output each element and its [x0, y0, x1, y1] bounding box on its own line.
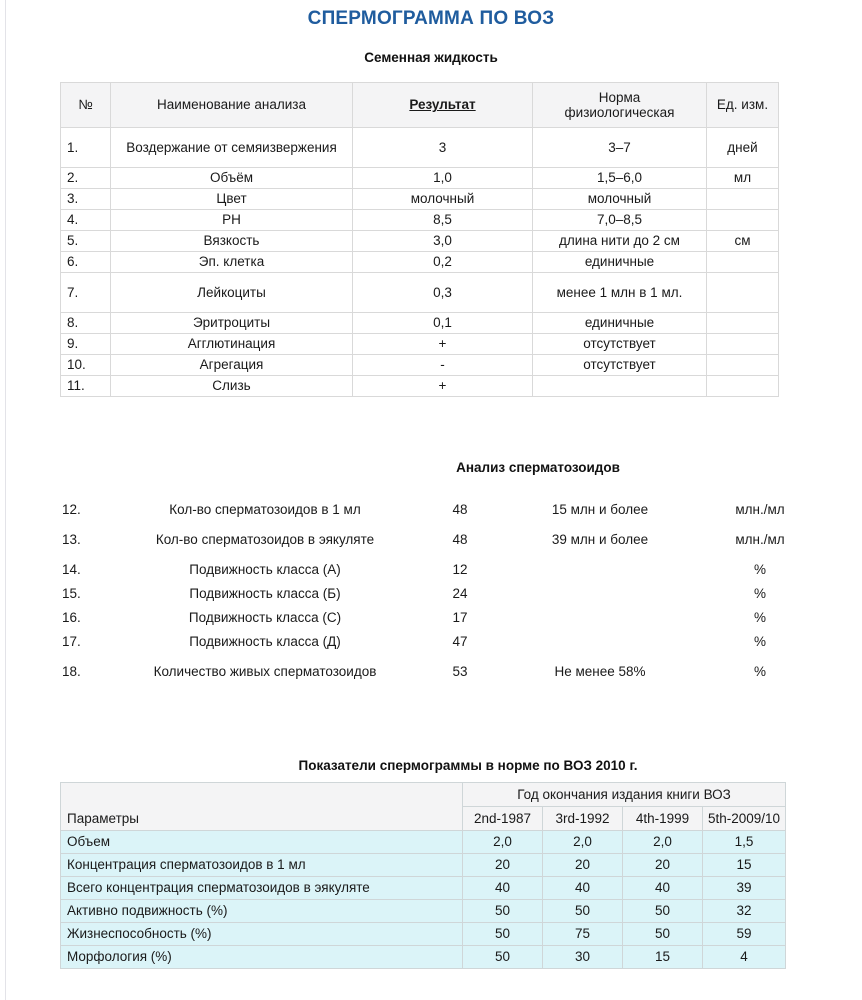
- sperm-analysis-table-body: [60, 498, 820, 690]
- row-result: 3: [353, 128, 533, 168]
- row-result: 48: [452, 532, 468, 548]
- row-number: 3.: [61, 189, 111, 210]
- table-row: [60, 558, 820, 582]
- column-header-norm: [533, 83, 707, 128]
- row-norm: [500, 630, 700, 654]
- table-row: [61, 946, 786, 969]
- table-row: [61, 854, 786, 877]
- row-analysis-name: Вязкость: [111, 231, 353, 252]
- row-unit: [707, 334, 779, 355]
- row-result: 17: [452, 610, 468, 626]
- row-norm: отсутствует: [533, 334, 707, 355]
- row-unit: %: [753, 634, 766, 650]
- row-norm: длина нити до 2 см: [533, 231, 707, 252]
- row-value-2nd: 50: [463, 946, 543, 969]
- row-result: 0,2: [353, 252, 533, 273]
- row-analysis-name: Подвижность класса (С): [188, 610, 342, 626]
- table-row: [60, 582, 820, 606]
- row-result: 47: [452, 634, 468, 650]
- row-result: 0,1: [353, 313, 533, 334]
- row-value-3rd: 75: [543, 923, 623, 946]
- row-number: 17.: [62, 634, 81, 650]
- table-row: [60, 498, 820, 522]
- row-unit: млн./мл: [735, 502, 785, 518]
- row-analysis-name: Цвет: [111, 189, 353, 210]
- row-analysis-name: Агглютинация: [111, 334, 353, 355]
- row-analysis-name: Слизь: [111, 376, 353, 397]
- row-analysis-name: Подвижность класса (Д): [189, 634, 341, 650]
- row-value-2nd: 40: [463, 877, 543, 900]
- row-unit: %: [753, 664, 766, 680]
- row-norm: 3–7: [533, 128, 707, 168]
- row-value-2nd: 50: [463, 923, 543, 946]
- row-norm: 15 млн и более: [551, 502, 649, 518]
- row-analysis-name: Эритроциты: [111, 313, 353, 334]
- row-norm: единичные: [533, 252, 707, 273]
- row-analysis-name: Кол-во сперматозоидов в 1 мл: [169, 502, 361, 518]
- who-norms-table: [60, 782, 786, 969]
- row-result: 48: [452, 502, 468, 518]
- row-unit: [707, 210, 779, 231]
- row-analysis-name: Количество живых сперматозоидов: [153, 664, 377, 680]
- row-value-3rd: 2,0: [543, 831, 623, 854]
- row-result: 12: [452, 562, 468, 578]
- row-analysis-name: Агрегация: [111, 355, 353, 376]
- table-row: [61, 923, 786, 946]
- column-header-unit: Ед. изм.: [707, 83, 779, 128]
- table-row: [61, 376, 779, 397]
- row-unit: см: [707, 231, 779, 252]
- row-result: 1,0: [353, 168, 533, 189]
- column-header-who-edition-group: Год окончания издания книги ВОЗ: [463, 783, 786, 807]
- row-norm: 1,5–6,0: [533, 168, 707, 189]
- row-number: 16.: [62, 610, 81, 626]
- table-row: [61, 252, 779, 273]
- row-analysis-name: Кол-во сперматозоидов в эякуляте: [155, 532, 375, 548]
- row-value-2nd: 2,0: [463, 831, 543, 854]
- row-value-5th: 1,5: [703, 831, 786, 854]
- row-number: 10.: [61, 355, 111, 376]
- row-value-4th: 50: [623, 923, 703, 946]
- row-norm: отсутствует: [533, 355, 707, 376]
- page-title: СПЕРМОГРАММА ПО ВОЗ: [307, 8, 555, 29]
- table-row: [61, 877, 786, 900]
- row-norm: [533, 376, 707, 397]
- row-result: 53: [452, 664, 468, 680]
- section-heading-sperm-analysis: Анализ сперматозоидов: [456, 460, 620, 475]
- row-result: молочный: [353, 189, 533, 210]
- row-value-2nd: 20: [463, 854, 543, 877]
- row-value-4th: 15: [623, 946, 703, 969]
- column-header-norm-line1: Норма: [598, 89, 641, 105]
- row-unit: дней: [707, 128, 779, 168]
- row-number: 12.: [62, 502, 81, 518]
- row-number: 6.: [61, 252, 111, 273]
- column-header-edition-4th: 4th-1999: [623, 807, 703, 831]
- row-norm: единичные: [533, 313, 707, 334]
- row-number: 11.: [61, 376, 111, 397]
- table-row: [60, 654, 820, 690]
- row-norm: [500, 606, 700, 630]
- table-row: [61, 273, 779, 313]
- row-value-3rd: 40: [543, 877, 623, 900]
- row-number: 9.: [61, 334, 111, 355]
- row-value-4th: 40: [623, 877, 703, 900]
- row-parameter: Всего концентрация сперматозоидов в эякуляте: [61, 877, 463, 900]
- column-header-parameters: Параметры: [61, 783, 463, 831]
- section-heading-seminal-fluid: Семенная жидкость: [364, 50, 498, 65]
- table-header-row-group: [61, 783, 786, 807]
- row-result: +: [353, 376, 533, 397]
- section-heading-who-norms: Показатели спермограммы в норме по ВОЗ 2010 г.: [298, 758, 638, 773]
- row-number: 7.: [61, 273, 111, 313]
- row-norm: [500, 582, 700, 606]
- row-result: -: [353, 355, 533, 376]
- table-row: [61, 355, 779, 376]
- row-norm: 7,0–8,5: [533, 210, 707, 231]
- row-value-5th: 4: [703, 946, 786, 969]
- row-norm: менее 1 млн в 1 мл.: [533, 273, 707, 313]
- sperm-analysis-table: [60, 498, 820, 690]
- row-unit: [707, 273, 779, 313]
- row-parameter: Жизнеспособность (%): [61, 923, 463, 946]
- table-row: [61, 128, 779, 168]
- column-header-edition-3rd: 3rd-1992: [543, 807, 623, 831]
- row-result: 8,5: [353, 210, 533, 231]
- row-value-5th: 32: [703, 900, 786, 923]
- row-analysis-name: РН: [111, 210, 353, 231]
- row-unit: [707, 376, 779, 397]
- table-row: [60, 606, 820, 630]
- row-value-3rd: 30: [543, 946, 623, 969]
- seminal-fluid-table: [60, 82, 779, 397]
- table-header-row: [61, 83, 779, 128]
- table-row: [61, 231, 779, 252]
- row-unit: [707, 313, 779, 334]
- row-analysis-name: Объём: [111, 168, 353, 189]
- column-header-edition-2nd: 2nd-1987: [463, 807, 543, 831]
- column-header-analysis-name: Наименование анализа: [111, 83, 353, 128]
- table-row: [60, 630, 820, 654]
- row-unit: мл: [707, 168, 779, 189]
- row-value-4th: 50: [623, 900, 703, 923]
- row-analysis-name: Подвижность класса (А): [189, 562, 341, 578]
- row-parameter: Морфология (%): [61, 946, 463, 969]
- column-header-result: Результат: [353, 83, 533, 128]
- row-number: 5.: [61, 231, 111, 252]
- row-result: 0,3: [353, 273, 533, 313]
- row-parameter: Концентрация сперматозоидов в 1 мл: [61, 854, 463, 877]
- table-row: [61, 831, 786, 854]
- row-result: 24: [452, 586, 468, 602]
- table-row: [61, 210, 779, 231]
- row-number: 2.: [61, 168, 111, 189]
- row-value-4th: 2,0: [623, 831, 703, 854]
- table-row: [61, 189, 779, 210]
- row-analysis-name: Эп. клетка: [111, 252, 353, 273]
- who-norms-table-body: [61, 831, 786, 969]
- table-row: [60, 522, 820, 558]
- row-unit: %: [753, 562, 766, 578]
- row-norm: молочный: [533, 189, 707, 210]
- row-unit: млн./мл: [735, 532, 785, 548]
- row-value-5th: 59: [703, 923, 786, 946]
- row-value-2nd: 50: [463, 900, 543, 923]
- row-unit: %: [753, 610, 766, 626]
- row-value-5th: 39: [703, 877, 786, 900]
- row-result: 3,0: [353, 231, 533, 252]
- row-parameter: Активно подвижность (%): [61, 900, 463, 923]
- row-value-5th: 15: [703, 854, 786, 877]
- row-value-3rd: 50: [543, 900, 623, 923]
- table-row: [61, 900, 786, 923]
- row-number: 4.: [61, 210, 111, 231]
- row-norm: [500, 558, 700, 582]
- row-unit: [707, 355, 779, 376]
- row-analysis-name: Подвижность класса (Б): [189, 586, 341, 602]
- row-value-4th: 20: [623, 854, 703, 877]
- row-number: 8.: [61, 313, 111, 334]
- row-result: +: [353, 334, 533, 355]
- row-unit: [707, 189, 779, 210]
- row-norm: Не менее 58%: [554, 664, 646, 680]
- column-header-norm-line2: физиологическая: [564, 105, 675, 120]
- table-row: [61, 313, 779, 334]
- row-number: 13.: [62, 532, 81, 548]
- row-number: 18.: [62, 664, 81, 680]
- table-row: [61, 168, 779, 189]
- row-number: 14.: [62, 562, 81, 578]
- row-unit: %: [753, 586, 766, 602]
- seminal-fluid-table-body: [61, 128, 779, 397]
- row-parameter: Объем: [61, 831, 463, 854]
- row-analysis-name: Воздержание от семяизвержения: [111, 128, 353, 168]
- row-unit: [707, 252, 779, 273]
- row-analysis-name: Лейкоциты: [111, 273, 353, 313]
- row-number: 15.: [62, 586, 81, 602]
- column-header-number: №: [61, 83, 111, 128]
- row-norm: 39 млн и более: [551, 532, 649, 548]
- column-header-edition-5th: 5th-2009/10: [703, 807, 786, 831]
- row-value-3rd: 20: [543, 854, 623, 877]
- row-number: 1.: [61, 128, 111, 168]
- table-row: [61, 334, 779, 355]
